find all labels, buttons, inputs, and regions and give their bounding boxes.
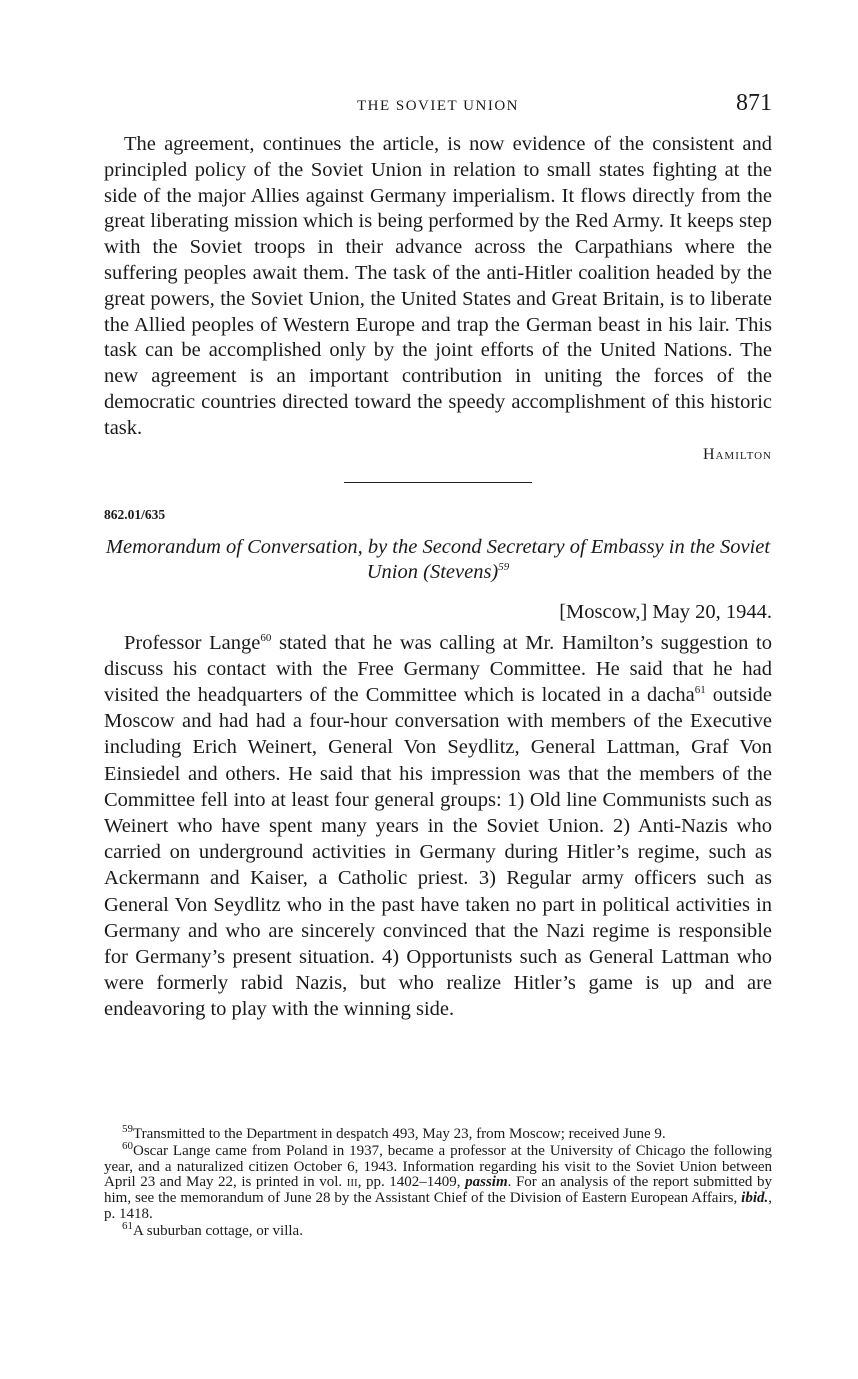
memo-body-part-2: stated that he was calling at Mr. Hamilton’s suggestion to discuss his contact with the Free Germany Committee. He said that he had visited the headquarters of the Committee which is located in a dacha xyxy=(104,631,772,706)
volume-number: iii xyxy=(346,1174,358,1191)
footnote-60 xyxy=(104,1139,772,1223)
footnote-number: 60 xyxy=(122,1139,133,1152)
footnote-text: , pp. 1402–1409, xyxy=(357,1174,466,1191)
signature: Hamilton xyxy=(702,445,772,463)
running-head: THE SOVIET UNION xyxy=(356,98,520,114)
memo-body-part-1: Professor Lange xyxy=(124,631,261,654)
ibid-term: ibid. xyxy=(741,1190,769,1207)
footnote-ref-61: 61 xyxy=(694,684,706,697)
footnotes xyxy=(104,1123,772,1241)
memo-title xyxy=(104,535,772,585)
footnote-text: , p. 1418. xyxy=(104,1190,772,1222)
footnote-ref-60: 60 xyxy=(260,631,272,644)
footnote-ref-59: 59 xyxy=(498,560,510,573)
footnote-text: A suburban cottage, or villa. xyxy=(133,1222,303,1239)
page-content xyxy=(104,90,772,1023)
footnote-59 xyxy=(104,1123,772,1143)
memo-title-text: Memorandum of Conversation, by the Second Secretary of Embassy in the Soviet Union (Stevens) xyxy=(105,535,771,583)
footnote-number: 59 xyxy=(122,1123,133,1135)
memo-body-part-3: outside Moscow and had had a four-hour conversation with members of the Executive including Erich Weinert, General Von Seydlitz, General Lattman, Graf Von Einsiedel and others. He said that his impression was that the members of the Committee fell into at least four general groups: 1) Old line Communists such as Weinert who have spent many years in the Soviet Union. 2) Anti-Nazis who carried on underground activities in Germany during Hitler’s regime, such as Ackermann and Kaiser, a Catholic priest. 3) Regular army officers such as General Von Seydlitz who in the past have taken no part in political activities in Germany and who are sincerely convinced that the Nazi regime is responsible for Germany’s present situation. 4) Opportunists such as General Lattman who were formerly rabid Nazis, but who realize Hitler’s game is up and are endeavoring to play with the winning side. xyxy=(104,683,773,1021)
memo-body xyxy=(104,630,772,1023)
dateline: [Moscow,] May 20, 1944. xyxy=(559,600,772,623)
passim-term: passim xyxy=(465,1174,508,1191)
page-number: 871 xyxy=(736,90,772,116)
file-number: 862.01/635 xyxy=(104,506,166,522)
page-header xyxy=(104,90,772,126)
footnote-61 xyxy=(104,1219,772,1240)
article-paragraph: The agreement, continues the article, is now evidence of the consistent and principled policy of the Soviet Union in relation to small states fighting at the side of the major Allies against Germany imperialism. It flows directly from the great liberating mission which is being performed by the Red Army. It keeps step with the Soviet troops in their advance across the Carpathians where the suffering peoples await them. The task of the anti-Hitler coalition headed by the great powers, the Soviet Union, the United States and Great Britain, is to liberate the Allied peoples of Western Europe and trap the German beast in his lair. This task can be accomplished only by the joint efforts of the United Nations. The new agreement is an important contribution in uniting the forces of the democratic countries directed toward the speedy accomplishment of this historic task. xyxy=(104,133,772,439)
section-divider xyxy=(344,482,532,483)
footnote-text: Transmitted to the Department in despatch 493, May 23, from Moscow; received June 9. xyxy=(133,1126,666,1142)
footnote-text: Oscar Lange came from Poland in 1937, became a professor at the University of Chicago the following year, and a naturalized citizen October 6, 1943. Information regarding his visit to the Soviet Union between April 23 and May 22, is printed in vol. xyxy=(104,1142,772,1191)
footnote-number: 61 xyxy=(122,1219,133,1232)
footnote-text: . For an analysis of the report submitted by him, see the memorandum of June 28 by the Assistant Chief of the Division of Eastern European Affairs, xyxy=(104,1174,772,1207)
